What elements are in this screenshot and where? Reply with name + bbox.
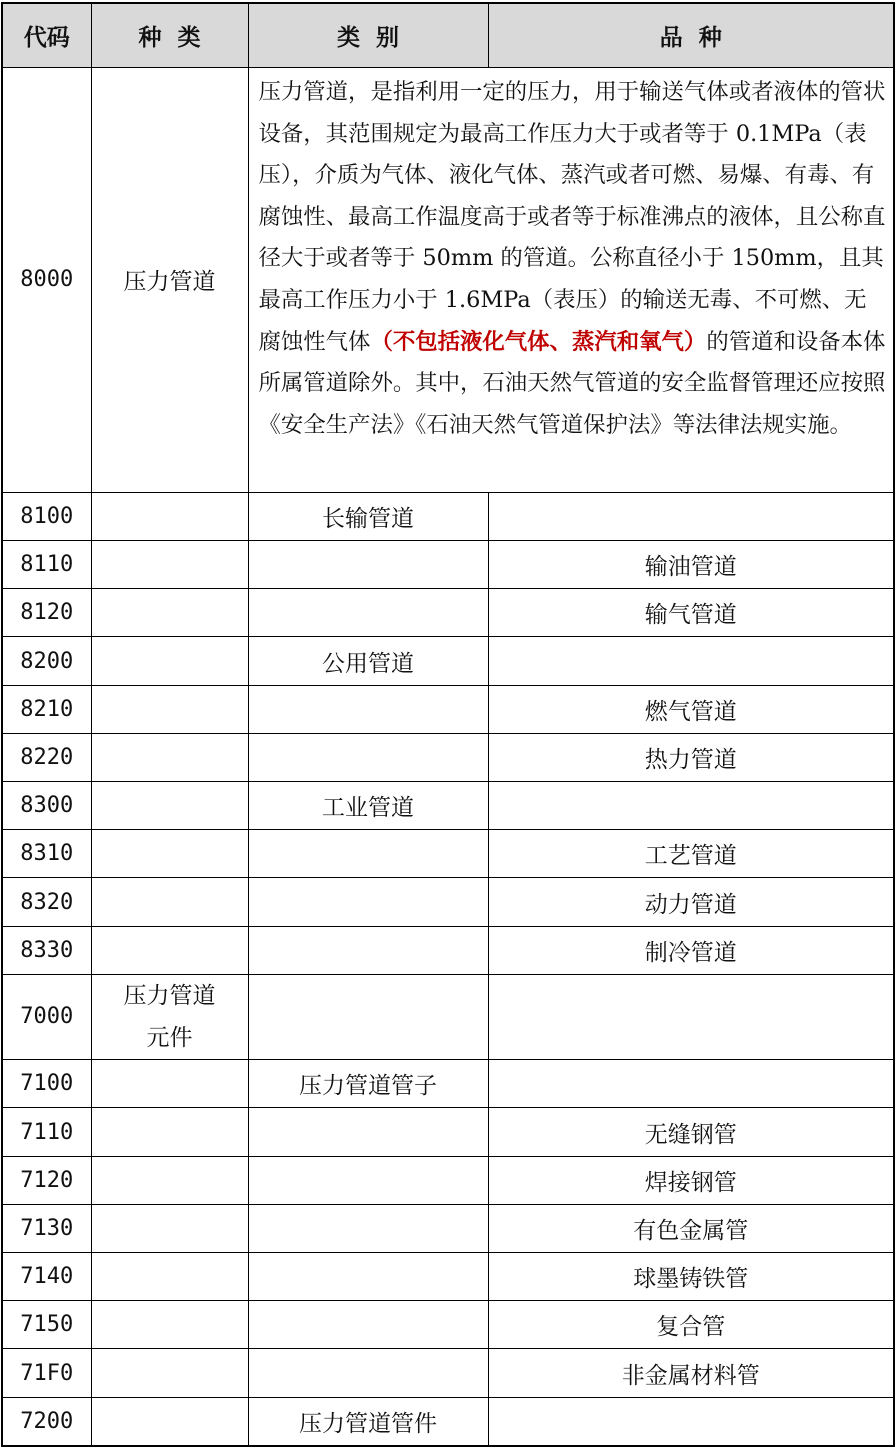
code-cell: 8200 — [2, 637, 91, 685]
category-cell — [248, 1204, 488, 1252]
code-cell: 7120 — [2, 1156, 91, 1204]
code-cell: 71F0 — [2, 1349, 91, 1397]
kind-cell — [91, 1156, 248, 1204]
code-cell: 7200 — [2, 1397, 91, 1446]
variety-cell — [488, 1397, 894, 1446]
kind-cell — [91, 637, 248, 685]
table-row — [2, 1253, 894, 1301]
category-cell — [248, 733, 488, 781]
variety-cell: 输油管道 — [488, 541, 894, 589]
table-row — [2, 1397, 894, 1446]
code-cell: 8100 — [2, 492, 91, 540]
description-text: 压力管道，是指利用一定的压力，用于输送气体或者液体的管状设备，其范围规定为最高工作压力大于或者等于 0.1MPa（表压），介质为气体、液化气体、蒸汽或者可燃、易爆、有毒、有腐蚀性、最高工作温度高于或者等于标准沸点的液体，且公称直径大于或者等于 50mm 的管道。公称直径小于 150mm，且其最高工作压力小于 1.6MPa（表压）的输送无毒、不可燃、无腐蚀性气体 — [258, 79, 886, 355]
kind-cell — [91, 685, 248, 733]
table-row — [2, 68, 894, 493]
code-cell: 7150 — [2, 1301, 91, 1349]
variety-cell: 球墨铸铁管 — [488, 1253, 894, 1301]
kind-cell — [91, 878, 248, 926]
code-cell: 8210 — [2, 685, 91, 733]
kind-cell — [91, 830, 248, 878]
code-cell: 7110 — [2, 1108, 91, 1156]
code-cell: 7140 — [2, 1253, 91, 1301]
kind-cell — [91, 492, 248, 540]
table-row — [2, 1156, 894, 1204]
category-cell — [248, 1301, 488, 1349]
code-cell: 8320 — [2, 878, 91, 926]
equipment-catalog-table — [1, 2, 895, 1447]
kind-cell — [91, 541, 248, 589]
code-cell: 7000 — [2, 974, 91, 1059]
kind-cell — [91, 1204, 248, 1252]
header-row — [2, 3, 894, 68]
code-cell: 7130 — [2, 1204, 91, 1252]
header-kind: 种 类 — [91, 3, 248, 68]
category-cell — [248, 685, 488, 733]
table-row — [2, 1349, 894, 1397]
table-row — [2, 926, 894, 974]
description-text-end: 的管道和设备本体所属管道除外。其中，石油天然气管道的安全监督管理还应按照《安全生产法》《石油天然气管道保护法》等法律法规实施。 — [258, 328, 886, 438]
kind-cell — [91, 1108, 248, 1156]
variety-cell: 焊接钢管 — [488, 1156, 894, 1204]
variety-cell: 工艺管道 — [488, 830, 894, 878]
table-row — [2, 637, 894, 685]
category-cell — [248, 1156, 488, 1204]
variety-cell: 非金属材料管 — [488, 1349, 894, 1397]
code-cell: 8110 — [2, 541, 91, 589]
variety-cell: 燃气管道 — [488, 685, 894, 733]
table-row — [2, 1204, 894, 1252]
table-row — [2, 541, 894, 589]
category-cell — [248, 1108, 488, 1156]
kind-cell — [91, 1397, 248, 1446]
kind-cell — [91, 589, 248, 637]
kind-cell: 压力管道元件 — [91, 974, 248, 1059]
kind-cell — [91, 733, 248, 781]
variety-cell — [488, 974, 894, 1059]
table-row — [2, 830, 894, 878]
variety-cell: 有色金属管 — [488, 1204, 894, 1252]
kind-cell — [91, 1253, 248, 1301]
code-cell: 8330 — [2, 926, 91, 974]
category-cell: 压力管道管子 — [248, 1060, 488, 1108]
category-cell: 长输管道 — [248, 492, 488, 540]
variety-cell: 动力管道 — [488, 878, 894, 926]
table-row — [2, 1108, 894, 1156]
table-row — [2, 492, 894, 540]
code-cell: 8220 — [2, 733, 91, 781]
category-cell — [248, 1349, 488, 1397]
code-cell: 7100 — [2, 1060, 91, 1108]
variety-cell: 复合管 — [488, 1301, 894, 1349]
variety-cell — [488, 492, 894, 540]
code-cell: 8300 — [2, 782, 91, 830]
header-code: 代码 — [2, 3, 91, 68]
code-cell: 8120 — [2, 589, 91, 637]
description-highlight: （不包括液化气体、蒸汽和氧气） — [370, 328, 707, 355]
table-row — [2, 589, 894, 637]
table-row — [2, 685, 894, 733]
table-row — [2, 878, 894, 926]
code-cell: 8000 — [2, 68, 91, 493]
table-row — [2, 1301, 894, 1349]
description-cell — [248, 68, 894, 493]
table-row — [2, 782, 894, 830]
kind-cell — [91, 1060, 248, 1108]
variety-cell — [488, 637, 894, 685]
category-cell — [248, 589, 488, 637]
kind-cell — [91, 1349, 248, 1397]
category-cell — [248, 541, 488, 589]
category-cell — [248, 926, 488, 974]
kind-cell — [91, 782, 248, 830]
header-variety: 品 种 — [488, 3, 894, 68]
category-cell: 公用管道 — [248, 637, 488, 685]
category-cell: 工业管道 — [248, 782, 488, 830]
kind-cell — [91, 1301, 248, 1349]
header-category: 类 别 — [248, 3, 488, 68]
table-row — [2, 733, 894, 781]
variety-cell: 输气管道 — [488, 589, 894, 637]
variety-cell: 热力管道 — [488, 733, 894, 781]
kind-cell: 压力管道 — [91, 68, 248, 493]
variety-cell — [488, 782, 894, 830]
category-cell — [248, 1253, 488, 1301]
category-cell: 压力管道管件 — [248, 1397, 488, 1446]
category-cell — [248, 878, 488, 926]
table-row — [2, 974, 894, 1059]
code-cell: 8310 — [2, 830, 91, 878]
variety-cell: 无缝钢管 — [488, 1108, 894, 1156]
category-cell — [248, 974, 488, 1059]
table-row — [2, 1060, 894, 1108]
kind-cell — [91, 926, 248, 974]
category-cell — [248, 830, 488, 878]
variety-cell: 制冷管道 — [488, 926, 894, 974]
variety-cell — [488, 1060, 894, 1108]
